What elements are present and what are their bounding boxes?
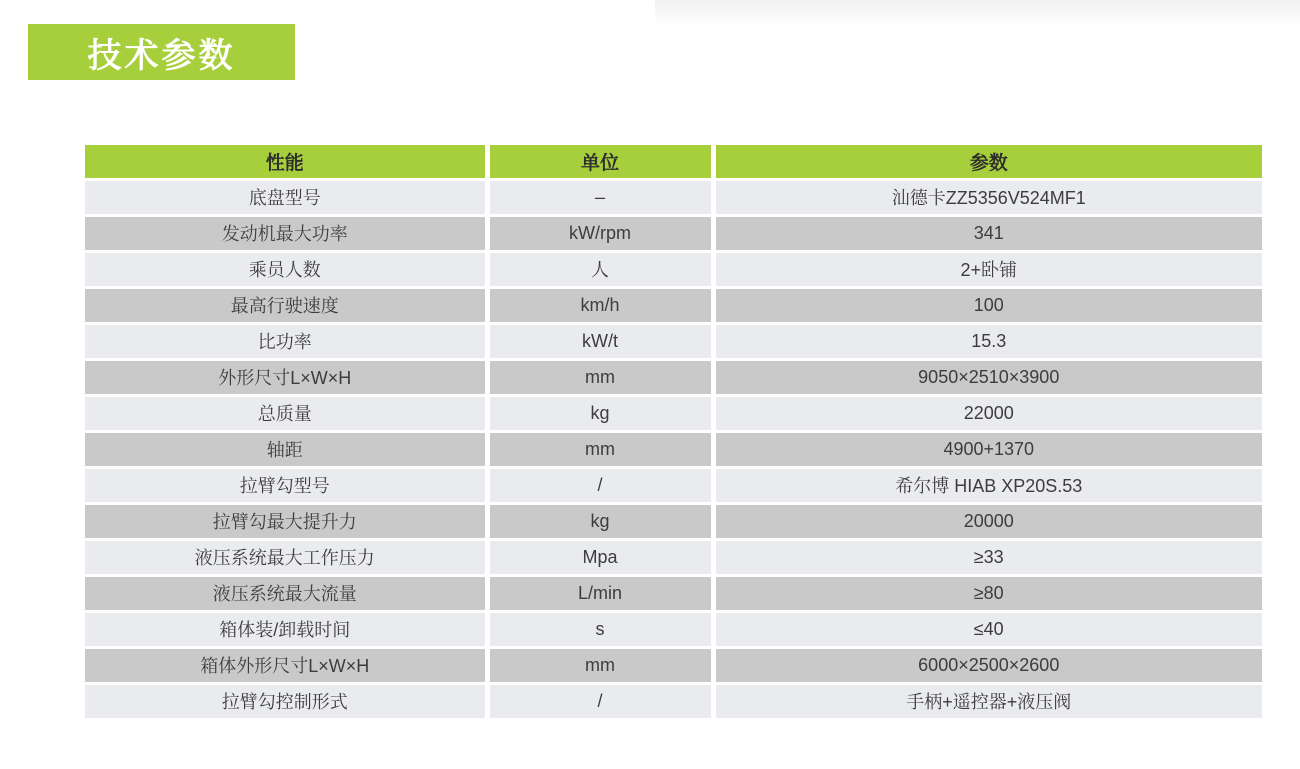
- cell-unit: mm: [487, 647, 713, 683]
- spec-table-container: [85, 145, 1262, 721]
- cell-value: 汕德卡ZZ5356V524MF1: [713, 179, 1262, 215]
- table-row: [85, 215, 1262, 251]
- cell-unit: 人: [487, 251, 713, 287]
- cell-label: 乘员人数: [85, 251, 487, 287]
- cell-label: 发动机最大功率: [85, 215, 487, 251]
- cell-value: 6000×2500×2600: [713, 647, 1262, 683]
- table-row: [85, 179, 1262, 215]
- cell-label: 轴距: [85, 431, 487, 467]
- cell-value: ≥80: [713, 575, 1262, 611]
- cell-unit: /: [487, 467, 713, 503]
- cell-label: 箱体外形尺寸L×W×H: [85, 647, 487, 683]
- cell-label: 底盘型号: [85, 179, 487, 215]
- cell-label: 箱体装/卸载时间: [85, 611, 487, 647]
- table-row: [85, 503, 1262, 539]
- table-row: [85, 395, 1262, 431]
- cell-unit: mm: [487, 359, 713, 395]
- cell-value: 100: [713, 287, 1262, 323]
- cell-label: 比功率: [85, 323, 487, 359]
- table-row: [85, 251, 1262, 287]
- cell-unit: kg: [487, 503, 713, 539]
- cell-value: 15.3: [713, 323, 1262, 359]
- cell-unit: s: [487, 611, 713, 647]
- cell-value: 2+卧铺: [713, 251, 1262, 287]
- cell-value: 22000: [713, 395, 1262, 431]
- column-header-unit: 单位: [487, 145, 713, 179]
- cell-unit: L/min: [487, 575, 713, 611]
- header-row: [85, 145, 1262, 179]
- column-header-parameter: 参数: [713, 145, 1262, 179]
- table-row: [85, 287, 1262, 323]
- table-row: [85, 539, 1262, 575]
- table-row: [85, 467, 1262, 503]
- section-title: 技术参数: [28, 24, 295, 80]
- cell-unit: kW/t: [487, 323, 713, 359]
- cell-label: 总质量: [85, 395, 487, 431]
- cell-unit: mm: [487, 431, 713, 467]
- cell-value: 希尔博 HIAB XP20S.53: [713, 467, 1262, 503]
- cell-label: 外形尺寸L×W×H: [85, 359, 487, 395]
- cell-label: 液压系统最大工作压力: [85, 539, 487, 575]
- cell-unit: kg: [487, 395, 713, 431]
- cell-unit: kW/rpm: [487, 215, 713, 251]
- cell-unit: /: [487, 683, 713, 719]
- table-row: [85, 575, 1262, 611]
- cell-unit: Mpa: [487, 539, 713, 575]
- table-row: [85, 611, 1262, 647]
- cell-label: 拉臂勾最大提升力: [85, 503, 487, 539]
- faded-photo-remnant: [655, 0, 1300, 24]
- table-row: [85, 431, 1262, 467]
- table-row: [85, 323, 1262, 359]
- column-header-performance: 性能: [85, 145, 487, 179]
- cell-value: 9050×2510×3900: [713, 359, 1262, 395]
- cell-unit: km/h: [487, 287, 713, 323]
- spec-table-header: [85, 145, 1262, 179]
- cell-value: ≥33: [713, 539, 1262, 575]
- cell-value: ≤40: [713, 611, 1262, 647]
- cell-value: 手柄+遥控器+液压阀: [713, 683, 1262, 719]
- cell-label: 拉臂勾控制形式: [85, 683, 487, 719]
- table-row: [85, 359, 1262, 395]
- cell-label: 拉臂勾型号: [85, 467, 487, 503]
- table-row: [85, 683, 1262, 719]
- spec-table-body: [85, 179, 1262, 719]
- cell-label: 液压系统最大流量: [85, 575, 487, 611]
- table-row: [85, 647, 1262, 683]
- cell-label: 最高行驶速度: [85, 287, 487, 323]
- cell-value: 4900+1370: [713, 431, 1262, 467]
- cell-value: 20000: [713, 503, 1262, 539]
- spec-table: [85, 145, 1262, 721]
- cell-value: 341: [713, 215, 1262, 251]
- cell-unit: –: [487, 179, 713, 215]
